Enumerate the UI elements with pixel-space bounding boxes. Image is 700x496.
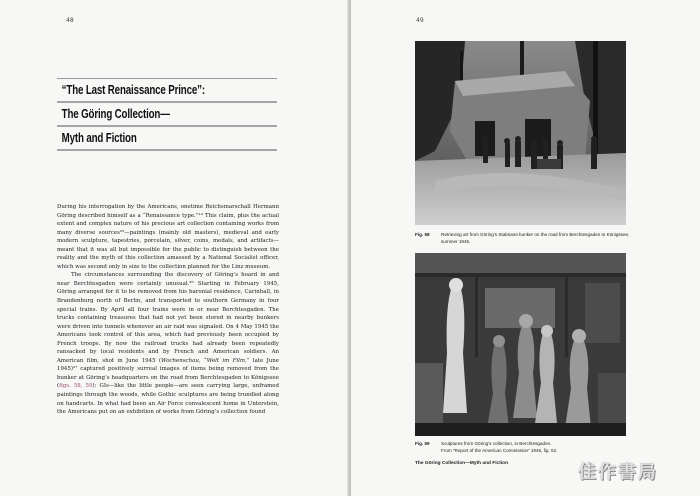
title-line-2: The Göring Collection— [61, 107, 170, 121]
figure-reference-link[interactable]: figs. 58, 59 [59, 383, 93, 390]
sculptures-photo-image [415, 253, 626, 436]
figure-58-text: Retrieving art from Göring’s Stabsamt bunker on the road from Berchtesgaden to Königssee, summer 1945. [441, 232, 630, 244]
paragraph-2-part-b: late June 1945)²⁷ captured positively surreal images of items being removed from the bunker at Göring’s headquarters on the road from Berchtesgaden to Königssee ( [57, 357, 279, 390]
paragraph-1: During his interrogation by the Americans, onetime Reichsmarschall Hermann Göring described himself as a “Renaissance type.”¹⁴ This claim, plus the actual extent and complex nature of his precious art collection containing works from many diverse sources²⁵—paintings (mainly old masters), medieval and early modern sculpture, tapestries, porcelain, silver, coins, medals, and artifacts—meant that it was all but impossible for the public to distinguish between the reality and the myth of this collection amassed by a National Socialist officer, which was second only in size to the collection planned for the Linz museum. [57, 204, 279, 270]
figure-59-photo [415, 253, 626, 436]
left-page [0, 0, 349, 496]
figure-59-text-line-2: From “Report of the American Commission” 1946, fig. 52. [441, 447, 558, 453]
figure-58-caption [415, 232, 645, 244]
bunker-photo-image [415, 41, 626, 225]
paragraph-2-part-a: The circumstances surrounding the discovery of Göring’s hoard in and near Berchtesgaden were certainly unusual.²⁶ Starting in February 1945, Göring arranged for it to be removed from his baronial residence, Carinhall, in Brandenburg north of Berlin, and transported to southern Germany in four special trains. By April all four trains were in or near Berchtesgaden. The trucks containing treasures that had not yet been stored in nearby bunkers were driven into tunnels whenever an air raid was signaled. On 4 May 1945 the Americans took control of this area, which had previously been occupied by French troops. By now the railroad trucks had already been repeatedly ransacked by local residents and by French and American soldiers. An American film, shot in June 1945 ( [57, 272, 279, 364]
page-number-right: 49 [416, 17, 424, 24]
paragraph-2-part-c: ): GIs—like the little people—are seen carrying large, unframed paintings through the woods, while Gothic sculptures are being trundled along on handcarts. In what had been an Air Force convalescent home in Unterstein, the Americans put on an exhibition of works from Göring’s collection found [57, 383, 279, 416]
running-footer: The Göring Collection—Myth and Fiction [415, 461, 509, 466]
figure-59-text-line-1: Sculptures from Göring’s collection, in Berchtesgaden. [441, 441, 552, 446]
figure-58-photo [415, 41, 626, 225]
title-line-3: Myth and Fiction [61, 131, 137, 145]
page-number-left: 48 [66, 17, 74, 24]
title-line-1: “The Last Renaissance Prince”: [61, 83, 205, 97]
chapter-title [57, 78, 277, 151]
figure-59-text [441, 441, 641, 454]
title-rule-3 [57, 149, 277, 151]
figure-59-caption [415, 441, 645, 453]
paragraph-2 [57, 271, 279, 416]
figure-59-label: Fig. 59 [415, 441, 430, 446]
paragraph-2-italic: Wochenschau, “Welt im Film,” [160, 357, 250, 364]
watermark: 佳作書局 [578, 462, 658, 483]
body-text [57, 203, 279, 417]
figure-58-label: Fig. 58 [415, 232, 430, 237]
